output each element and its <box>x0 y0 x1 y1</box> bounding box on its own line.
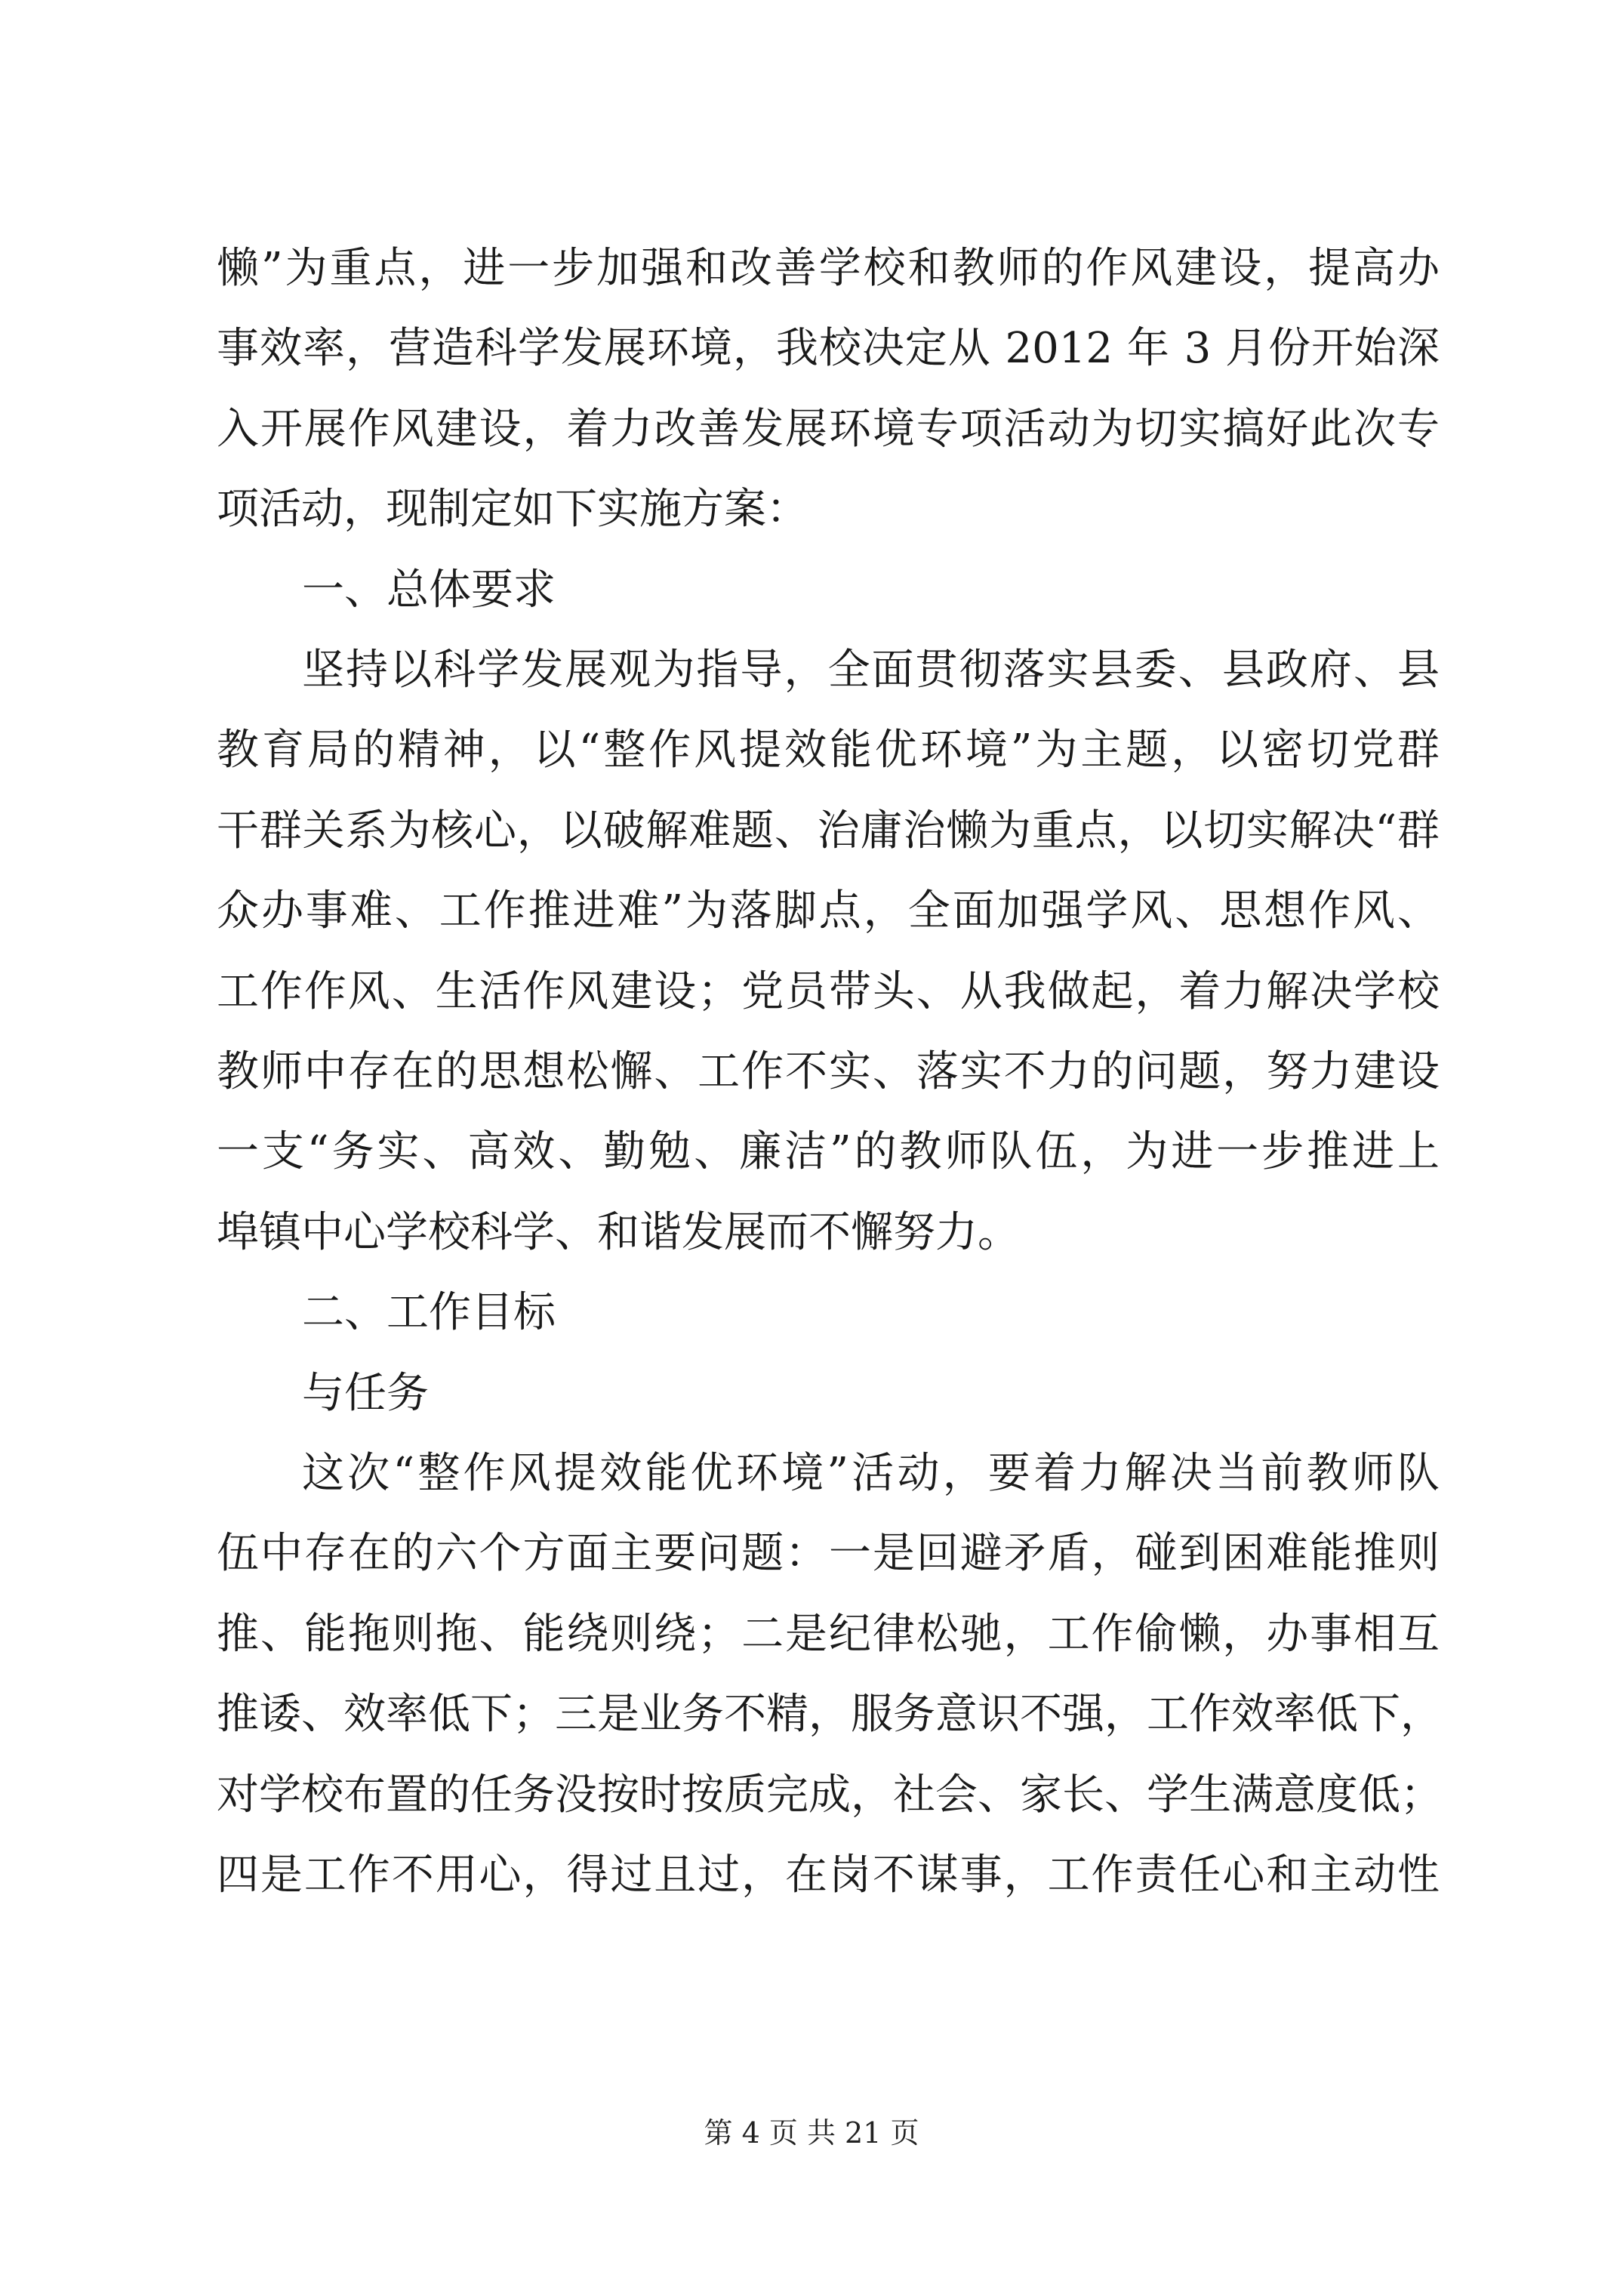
text-line: 教师中存在的思想松懈、工作不实、落实不力的问题，努力建设 <box>217 1047 1440 1096</box>
section-heading-continuation: 与任务 <box>302 1369 429 1418</box>
text-line: 一支“务实、高效、勤勉、廉洁”的教师队伍，为进一步推进上 <box>217 1127 1440 1176</box>
text-line: 工作作风、生活作风建设；党员带头、从我做起，着力解决学校 <box>217 967 1440 1016</box>
text-line: 众办事难、工作推进难”为落脚点，全面加强学风、思想作风、 <box>217 886 1440 935</box>
text-line: 项活动，现制定如下实施方案： <box>217 485 808 534</box>
text-line: 懒”为重点，进一步加强和改善学校和教师的作风建设，提高办 <box>217 244 1440 293</box>
text-line: 推、能拖则拖、能绕则绕；二是纪律松驰，工作偷懒，办事相互 <box>217 1610 1440 1659</box>
text-line: 入开展作风建设，着力改善发展环境专项活动为切实搞好此次专 <box>217 405 1440 454</box>
text-line: 埠镇中心学校科学、和谐发展而不懈努力。 <box>217 1208 1020 1257</box>
text-line: 对学校布置的任务没按时按质完成，社会、家长、学生满意度低； <box>217 1771 1443 1820</box>
text-line: 四是工作不用心，得过且过，在岗不谋事，工作责任心和主动性 <box>217 1851 1440 1900</box>
section-heading: 二、工作目标 <box>302 1288 556 1337</box>
page-footer: 第 4 页 共 21 页 <box>704 2116 919 2150</box>
text-line: 事效率，营造科学发展环境，我校决定从 2012 年 3 月份开始深 <box>217 324 1440 373</box>
text-line: 推诿、效率低下；三是业务不精，服务意识不强，工作效率低下， <box>217 1690 1443 1739</box>
text-line: 干群关系为核心，以破解难题、治庸治懒为重点，以切实解决“群 <box>217 806 1440 855</box>
text-line: 教育局的精神，以“整作风提效能优环境”为主题，以密切党群 <box>217 726 1440 775</box>
text-line: 伍中存在的六个方面主要问题：一是回避矛盾，碰到困难能推则 <box>217 1529 1440 1578</box>
section-heading: 一、总体要求 <box>302 566 556 615</box>
text-line: 这次“整作风提效能优环境”活动，要着力解决当前教师队 <box>302 1449 1440 1498</box>
text-line: 坚持以科学发展观为指导，全面贯彻落实县委、县政府、县 <box>302 646 1440 695</box>
